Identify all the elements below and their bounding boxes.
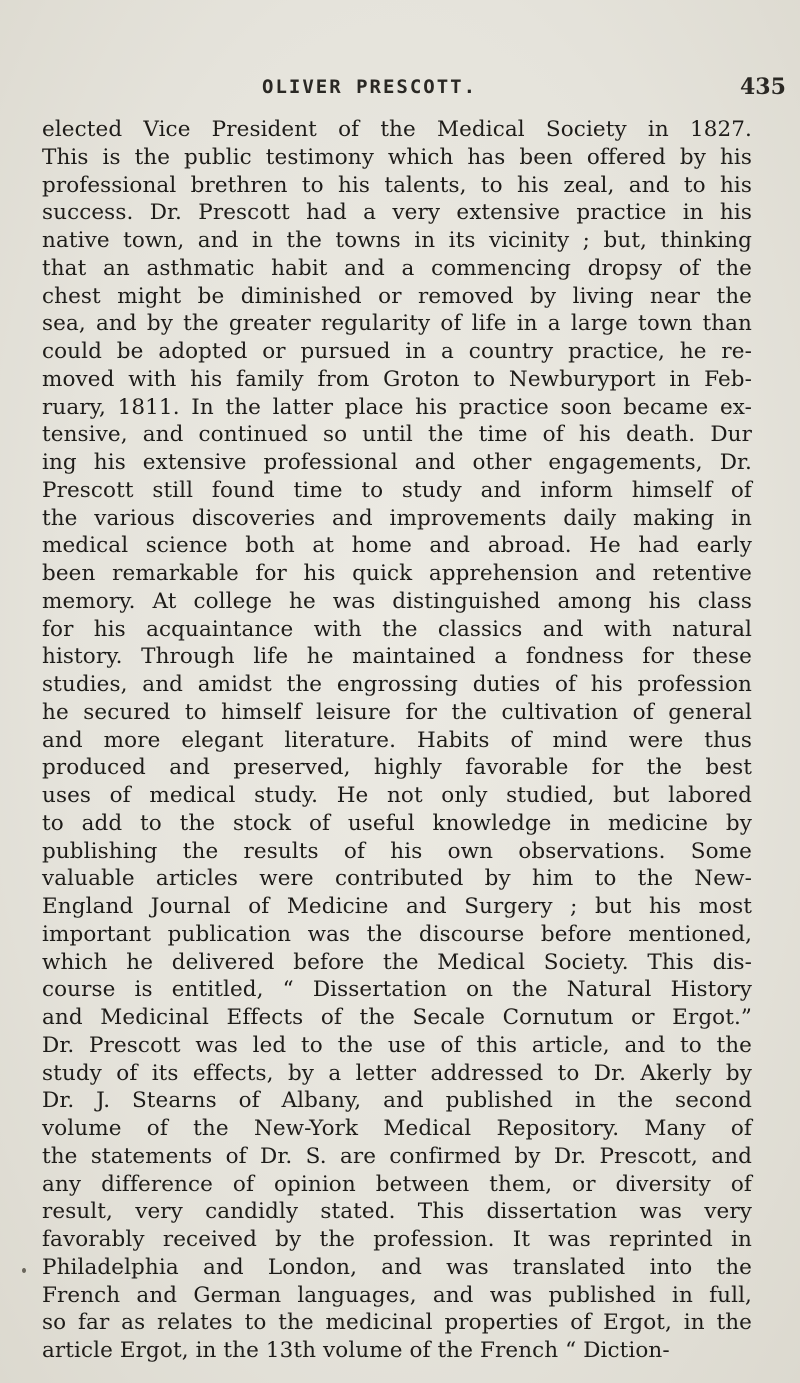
text-line: success. Dr. Prescott had a very extensive practice in his	[42, 200, 752, 226]
text-line: sea, and by the greater regularity of life in a large town than	[42, 311, 752, 337]
text-line: article Ergot, in the 13th volume of the French “ Diction-	[42, 1338, 670, 1363]
text-line: to add to the stock of useful knowledge in medicine by	[42, 810, 752, 836]
text-line: medical science both at home and abroad. He had early	[42, 533, 752, 559]
text-line: result, very candidly stated. This dissertation was very	[42, 1199, 752, 1225]
text-line: ruary, 1811. In the latter place his practice soon became ex-	[42, 394, 752, 420]
text-line: produced and preserved, highly favorable for the best	[42, 755, 752, 781]
page-number: 435	[740, 74, 786, 100]
text-line: chest might be diminished or removed by living near the	[42, 283, 752, 309]
text-line: the statements of Dr. S. are confirmed by Dr. Prescott, and	[42, 1143, 752, 1169]
text-line: valuable articles were contributed by him to the New-	[42, 866, 752, 892]
text-line: studies, and amidst the engrossing duties of his profession	[42, 672, 752, 697]
text-line: tensive, and continued so until the time of his death. Dur	[42, 422, 752, 448]
text-line: England Journal of Medicine and Surgery ; but his most	[42, 894, 752, 919]
text-line: that an asthmatic habit and a commencing dropsy of the	[42, 255, 752, 281]
text-line: for his acquaintance with the classics and with natural	[42, 616, 752, 642]
text-line: volume of the New-York Medical Repository. Many of	[42, 1116, 752, 1141]
text-line: any difference of opinion between them, or diversity of	[42, 1171, 752, 1197]
text-line: he secured to himself leisure for the cultivation of general	[42, 699, 752, 725]
text-line: Philadelphia and London, and was translated into the	[42, 1254, 752, 1280]
text-line: French and German languages, and was published in full,	[42, 1282, 752, 1308]
ink-speck	[22, 1268, 26, 1273]
text-line: ing his extensive professional and other engagements, Dr.	[42, 450, 752, 475]
text-line: could be adopted or pursued in a country practice, he re-	[42, 339, 752, 364]
text-line: study of its effects, by a letter addressed to Dr. Akerly by	[42, 1060, 752, 1086]
text-line: and Medicinal Effects of the Secale Cornutum or Ergot.”	[42, 1005, 752, 1030]
text-line: This is the public testimony which has been offered by his	[42, 144, 752, 170]
text-line: uses of medical study. He not only studied, but labored	[42, 783, 752, 808]
text-line: so far as relates to the medicinal properties of Ergot, in the	[42, 1310, 752, 1336]
text-line: been remarkable for his quick apprehension and retentive	[42, 561, 752, 586]
text-line: history. Through life he maintained a fondness for these	[42, 644, 752, 670]
text-line: which he delivered before the Medical Society. This dis-	[42, 949, 752, 975]
text-line: publishing the results of his own observations. Some	[42, 838, 752, 864]
text-line: course is entitled, “ Dissertation on the Natural History	[42, 977, 752, 1003]
body-text	[42, 116, 752, 1365]
text-line: professional brethren to his talents, to his zeal, and to his	[42, 172, 752, 198]
text-line: elected Vice President of the Medical Society in 1827.	[42, 117, 752, 142]
running-title: OLIVER PRESCOTT.	[262, 76, 478, 98]
text-line: memory. At college he was distinguished among his class	[42, 588, 752, 614]
text-line: Prescott still found time to study and inform himself of	[42, 477, 752, 503]
text-line: native town, and in the towns in its vicinity ; but, thinking	[42, 228, 752, 253]
text-line: and more elegant literature. Habits of mind were thus	[42, 727, 752, 753]
text-line: moved with his family from Groton to Newburyport in Feb-	[42, 366, 752, 392]
text-line: Dr. J. Stearns of Albany, and published in the second	[42, 1088, 752, 1114]
text-line: favorably received by the profession. It was reprinted in	[42, 1227, 752, 1252]
text-line: important publication was the discourse before mentioned,	[42, 921, 752, 947]
text-line: Dr. Prescott was led to the use of this article, and to the	[42, 1032, 752, 1058]
text-line: the various discoveries and improvements daily making in	[42, 505, 752, 531]
